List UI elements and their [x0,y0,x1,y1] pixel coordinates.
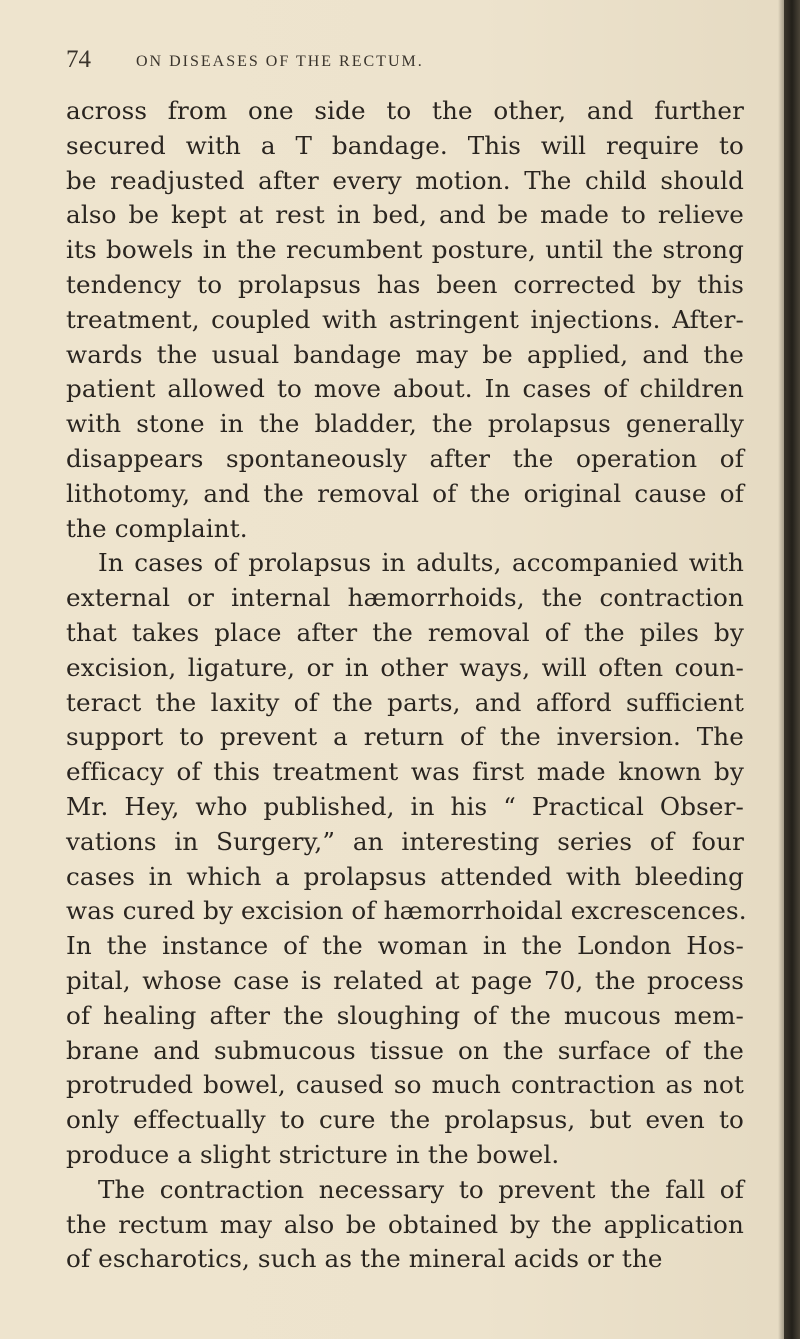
text-line: cases in which a prolapsus attended with bleeding [66,861,744,891]
text-line: disappears spontaneously after the operation of [66,443,744,473]
text-line: was cured by excision of hæmorrhoidal excrescences. [66,896,747,926]
text-line: across from one side to the other, and further [66,96,744,125]
page-header [0,46,800,78]
text-line: protruded bowel, caused so much contraction as not [66,1070,744,1100]
text-line: efficacy of this treatment was first made known by [66,757,744,787]
paragraph-start-line: In cases of prolapsus in adults, accompanied with [98,548,744,578]
text-line: that takes place after the removal of the piles by [66,617,744,647]
text-line: of healing after the sloughing of the mucous mem- [66,1000,744,1030]
book-spine-edge [784,0,800,1339]
text-line: with stone in the bladder, the prolapsus generally [66,409,744,439]
text-line: brane and submucous tissue on the surface of the [66,1035,744,1065]
text-line: vations in Surgery,” an interesting series of four [66,826,744,856]
text-line: tendency to prolapsus has been corrected by this [66,269,744,299]
text-line: wards the usual bandage may be applied, and the [66,339,744,369]
text-line: also be kept at rest in bed, and be made to relieve [66,200,744,230]
text-line: of escharotics, such as the mineral acids or the [66,1244,663,1274]
text-line: In the instance of the woman in the London Hos- [66,931,744,961]
text-line: the rectum may also be obtained by the application [66,1209,744,1239]
text-line: teract the laxity of the parts, and afford sufficient [66,687,744,717]
text-line: secured with a T bandage. This will require to [66,130,744,160]
paragraph-start-line: The contraction necessary to prevent the fall of [98,1174,744,1204]
text-line: patient allowed to move about. In cases of children [66,374,744,404]
text-line: excision, ligature, or in other ways, will often coun- [66,652,744,682]
text-line: lithotomy, and the removal of the original cause of [66,478,744,508]
text-line: its bowels in the recumbent posture, until the strong [66,235,744,265]
running-title-text: ON DISEASES OF THE RECTUM. [136,53,424,70]
text-line: be readjusted after every motion. The child should [66,165,744,195]
body-text [66,94,747,1277]
text-line: only effectually to cure the prolapsus, but even to [66,1105,744,1135]
text-line: Mr. Hey, who published, in his “ Practical Obser- [66,791,744,821]
text-line: support to prevent a return of the inversion. The [66,722,744,752]
text-line: the complaint. [66,513,248,543]
running-title [120,50,720,74]
text-line: external or internal hæmorrhoids, the contraction [66,583,744,613]
text-line: pital, whose case is related at page 70, the process [66,965,744,995]
text-line: treatment, coupled with astringent injections. After- [66,304,744,334]
text-line: produce a slight stricture in the bowel. [66,1139,560,1169]
page-number: 74 [66,46,91,73]
